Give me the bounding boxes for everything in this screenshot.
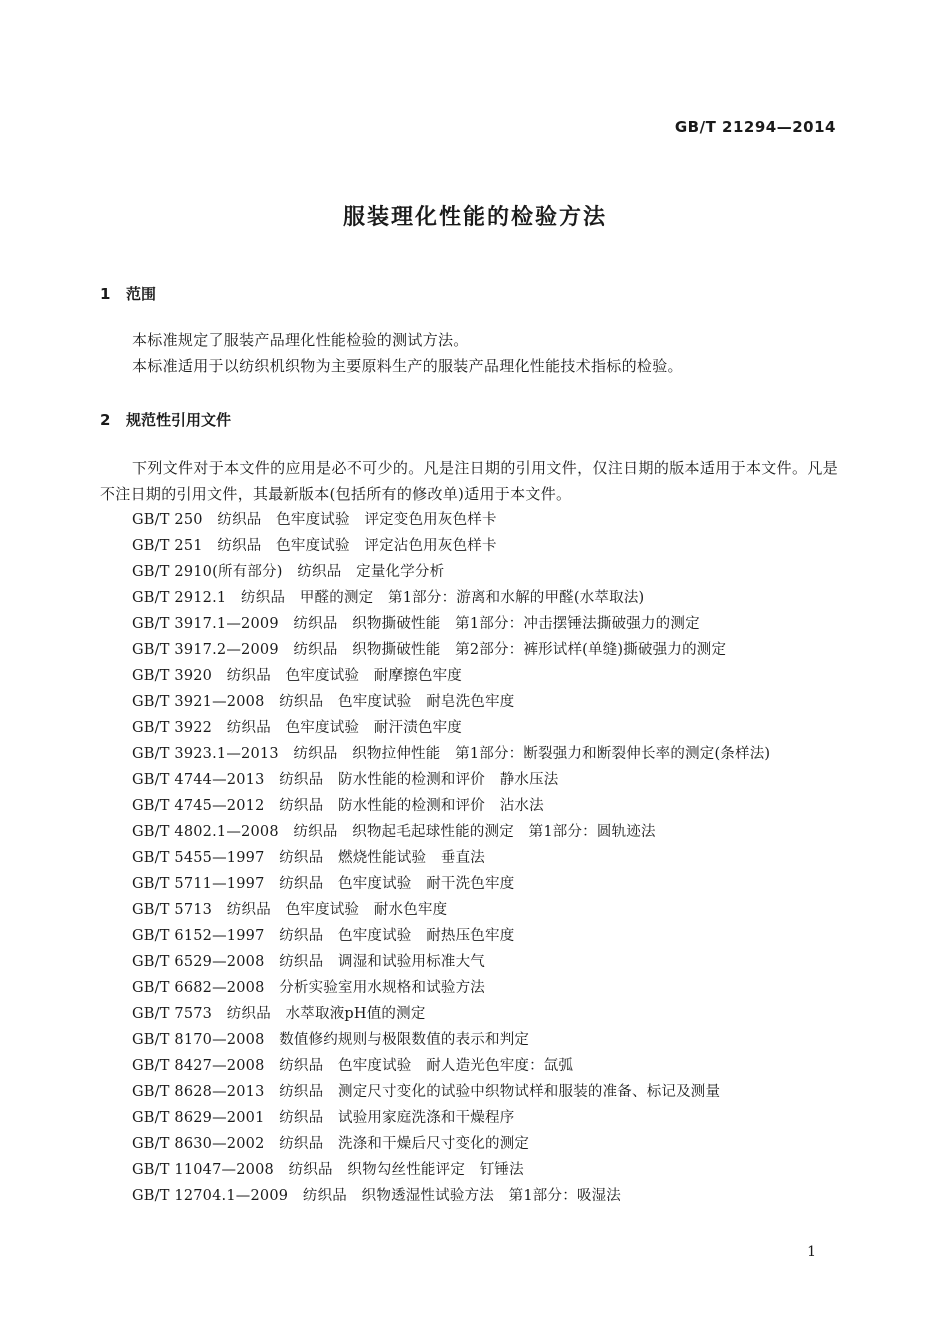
reference-item: GB/T 250 纺织品 色牢度试验 评定变色用灰色样卡 (132, 512, 497, 528)
document-title: 服装理化性能的检验方法 (342, 205, 607, 230)
reference-item: GB/T 3920 纺织品 色牢度试验 耐摩擦色牢度 (132, 668, 463, 684)
scope-paragraph: 本标准规定了服装产品理化性能检验的测试方法。 (132, 331, 469, 349)
reference-item: GB/T 3922 纺织品 色牢度试验 耐汗渍色牢度 (132, 720, 463, 736)
reference-item: GB/T 11047—2008 纺织品 织物勾丝性能评定 钉锤法 (132, 1162, 524, 1178)
reference-item: GB/T 251 纺织品 色牢度试验 评定沾色用灰色样卡 (132, 538, 497, 554)
section-1-heading (100, 283, 156, 304)
reference-item: GB/T 7573 纺织品 水萃取液pH值的测定 (132, 1006, 426, 1022)
section-number: 2 (100, 411, 111, 429)
reference-item: GB/T 2910(所有部分) 纺织品 定量化学分析 (132, 564, 445, 580)
reference-item: GB/T 6682—2008 分析实验室用水规格和试验方法 (132, 980, 486, 996)
section-title: 规范性引用文件 (126, 411, 232, 429)
reference-item: GB/T 6152—1997 纺织品 色牢度试验 耐热压色牢度 (132, 928, 515, 944)
reference-item: GB/T 3917.1—2009 纺织品 织物撕破性能 第1部分：冲击摆锤法撕破强力的测定 (132, 616, 700, 632)
reference-item: GB/T 3917.2—2009 纺织品 织物撕破性能 第2部分：裤形试样(单缝)撕破强力的测定 (132, 642, 727, 658)
reference-item: GB/T 5711—1997 纺织品 色牢度试验 耐干洗色牢度 (132, 876, 515, 892)
references-intro: 下列文件对于本文件的应用是必不可少的。凡是注日期的引用文件，仅注日期的版本适用于本文件。凡是不注日期的引用文件，其最新版本(包括所有的修改单)适用于本文件。 (100, 459, 838, 503)
reference-item: GB/T 3921—2008 纺织品 色牢度试验 耐皂洗色牢度 (132, 694, 515, 710)
reference-item: GB/T 8170—2008 数值修约规则与极限数值的表示和判定 (132, 1032, 530, 1048)
reference-item: GB/T 2912.1 纺织品 甲醛的测定 第1部分：游离和水解的甲醛(水萃取法) (132, 590, 645, 606)
scope-paragraph: 本标准适用于以纺织机织物为主要原料生产的服装产品理化性能技术指标的检验。 (132, 357, 683, 375)
page-number: 1 (807, 1244, 816, 1260)
reference-item: GB/T 8427—2008 纺织品 色牢度试验 耐人造光色牢度：氙弧 (132, 1058, 574, 1074)
reference-item: GB/T 4802.1—2008 纺织品 织物起毛起球性能的测定 第1部分：圆轨迹法 (132, 824, 656, 840)
section-number: 1 (100, 285, 111, 303)
reference-item: GB/T 8629—2001 纺织品 试验用家庭洗涤和干燥程序 (132, 1110, 515, 1126)
reference-item: GB/T 6529—2008 纺织品 调湿和试验用标准大气 (132, 954, 486, 970)
reference-item: GB/T 8628—2013 纺织品 测定尺寸变化的试验中织物试样和服装的准备、标记及测量 (132, 1084, 721, 1100)
reference-item: GB/T 4745—2012 纺织品 防水性能的检测和评价 沾水法 (132, 798, 544, 814)
reference-list (100, 507, 840, 1209)
reference-item: GB/T 8630—2002 纺织品 洗涤和干燥后尺寸变化的测定 (132, 1136, 530, 1152)
reference-item: GB/T 5455—1997 纺织品 燃烧性能试验 垂直法 (132, 850, 486, 866)
reference-item: GB/T 4744—2013 纺织品 防水性能的检测和评价 静水压法 (132, 772, 559, 788)
section-2-heading (100, 409, 231, 430)
reference-item: GB/T 5713 纺织品 色牢度试验 耐水色牢度 (132, 902, 448, 918)
section-title: 范围 (126, 285, 157, 303)
reference-item: GB/T 3923.1—2013 纺织品 织物拉伸性能 第1部分：断裂强力和断裂伸长率的测定(条样法) (132, 746, 771, 762)
standard-code: GB/T 21294—2014 (674, 118, 836, 136)
reference-item: GB/T 12704.1—2009 纺织品 织物透湿性试验方法 第1部分：吸湿法 (132, 1188, 621, 1204)
